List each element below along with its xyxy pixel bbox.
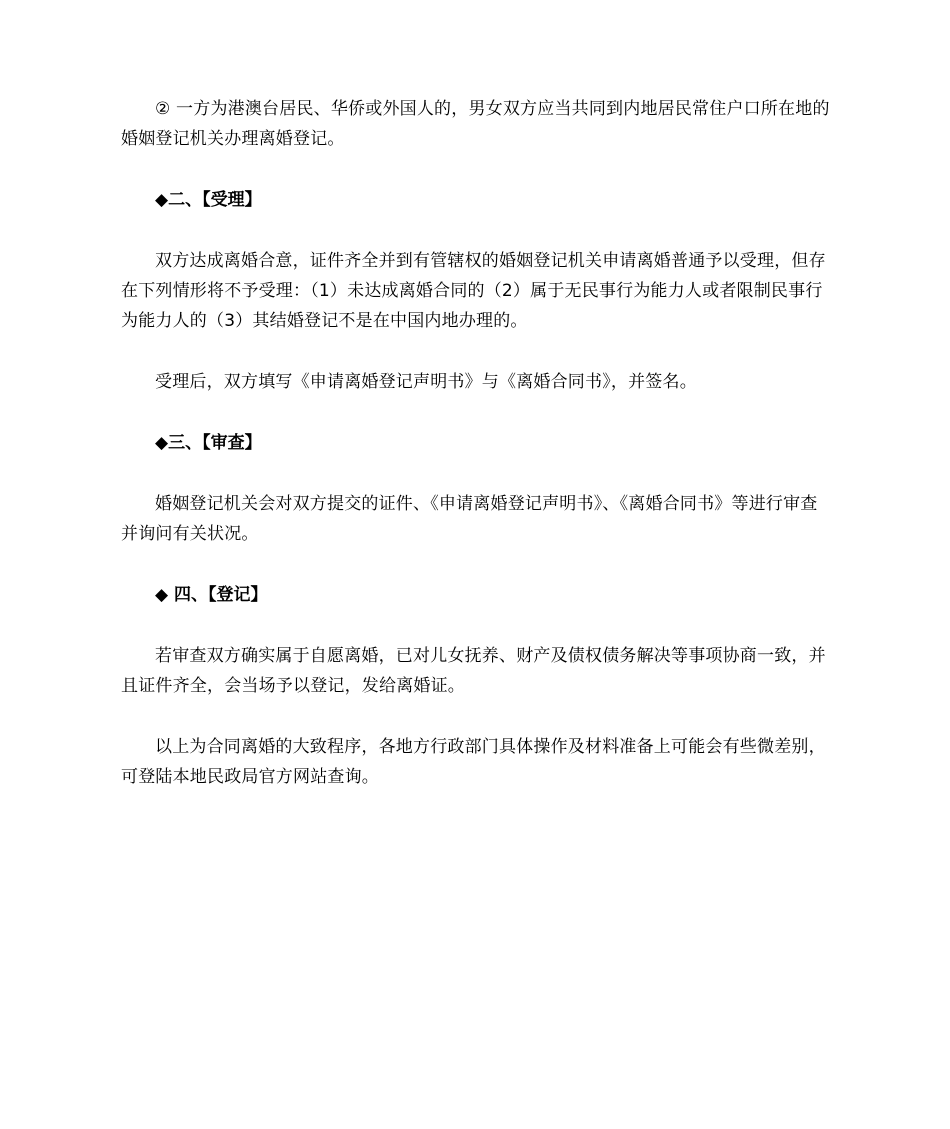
- paragraph-accept-after: 受理后，双方填写《申请离婚登记声明书》与《离婚合同书》，并签名。: [155, 372, 697, 392]
- paragraph-accept-conditions: 双方达成离婚合意，证件齐全并到有管辖权的婚姻登记机关申请离婚普通予以受理，但存在下列情形将不予受理：（1）未达成离婚合同的（2）属于无民事行为能力人或者限制民事行为能力人的（3）其结婚登记不是在中国内地办理的。: [121, 251, 826, 331]
- heading-accept: ◆二、【受理】: [155, 190, 262, 210]
- paragraph-closing: 以上为合同离婚的大致程序，各地方行政部门具体操作及材料准备上可能会有些微差别，可登陆本地民政局官方网站查询。: [121, 737, 826, 787]
- paragraph-intro: ② 一方为港澳台居民、华侨或外国人的，男女双方应当共同到内地居民常住户口所在地的婚姻登记机关办理离婚登记。: [121, 99, 830, 149]
- paragraph-review: 婚姻登记机关会对双方提交的证件、《申请离婚登记声明书》、《离婚合同书》等进行审查并询问有关状况。: [121, 494, 818, 544]
- heading-register: ◆ 四、【登记】: [155, 585, 268, 605]
- document-page: [121, 94, 833, 792]
- paragraph-register: 若审查双方确实属于自愿离婚，已对儿女抚养、财产及债权债务解决等事项协商一致，并且证件齐全，会当场予以登记，发给离婚证。: [121, 646, 826, 696]
- heading-review: ◆三、【审查】: [155, 433, 262, 453]
